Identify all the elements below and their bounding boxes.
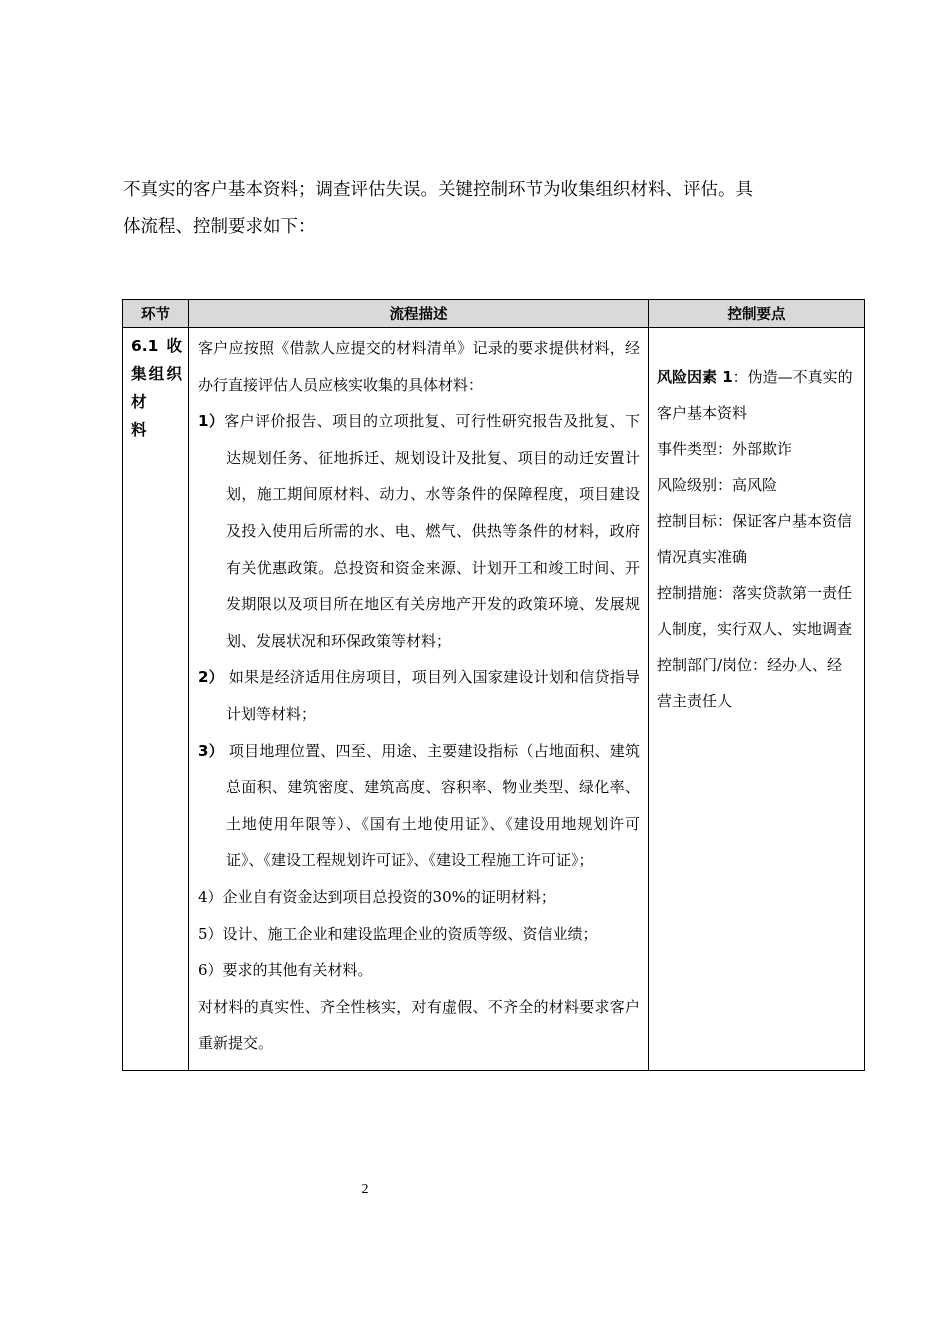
- table-header-row: [123, 300, 865, 328]
- list-item: [198, 879, 640, 916]
- stage-cell: [123, 328, 189, 1071]
- risk-level: 风险级别：高风险: [657, 476, 778, 494]
- item-number: 6）: [198, 961, 223, 980]
- table-row: [123, 328, 865, 1071]
- header-control-points: 控制要点: [649, 300, 865, 328]
- description-closing: 对材料的真实性、齐全性核实，对有虚假、不齐全的材料要求客户重新提交。: [198, 997, 640, 1053]
- intro-line-2: 体流程、控制要求如下：: [123, 217, 316, 237]
- item-number: 3）: [198, 741, 224, 760]
- header-description: 流程描述: [189, 300, 649, 328]
- item-text: 要求的其他有关材料。: [222, 961, 373, 980]
- stage-label: 6.1 收集组织材: [131, 337, 182, 411]
- control-department: 控制部门/岗位：经办人、经营主责任人: [657, 656, 843, 710]
- control-points-cell: [649, 328, 865, 1071]
- description-intro: 客户应按照《借款人应提交的材料清单》记录的要求提供材料，经办行直接评估人员应核实收集的具体材料：: [198, 339, 640, 394]
- process-control-table: [122, 299, 865, 1071]
- item-text: 如果是经济适用住房项目，项目列入国家建设计划和信贷指导计划等材料；: [223, 668, 640, 723]
- control-target: 控制目标：保证客户基本资信情况真实准确: [657, 512, 853, 566]
- control-measures: 控制措施：落实贷款第一责任人制度，实行双人、实地调查: [657, 584, 853, 638]
- item-number: 4）: [198, 887, 223, 906]
- item-text: 客户评价报告、项目的立项批复、可行性研究报告及批复、下达规划任务、征地拆迁、规划设计及批复、项目的动迁安置计划，施工期间原材料、动力、水等条件的保障程度，项目建设及投入使用后所需的水、电、燃气、供热等条件的材料，政府有关优惠政策。总投资和资金来源、计划开工和竣工时间、开发期限以及项目所在地区有关房地产开发的政策环境、发展规划、发展状况和环保政策等材料；: [224, 412, 640, 650]
- item-text: 项目地理位置、四至、用途、主要建设指标（占地面积、建筑总面积、建筑密度、建筑高度、容积率、物业类型、绿化率、土地使用年限等）、《国有土地使用证》、《建设用地规划许可证》、《建设工程规划许可证》、《建设工程施工许可证》；: [223, 741, 640, 870]
- list-item: [198, 403, 640, 659]
- stage-label-end: 料: [131, 421, 147, 439]
- item-number: 1）: [198, 412, 225, 431]
- list-item: [198, 952, 640, 989]
- item-number: 2）: [198, 668, 224, 687]
- item-number: 5）: [198, 924, 223, 943]
- list-item: [198, 659, 640, 732]
- list-item: [198, 916, 640, 953]
- item-text: 设计、施工企业和建设监理企业的资质等级、资信业绩；: [222, 924, 598, 943]
- intro-paragraph: [123, 172, 838, 246]
- intro-line-1: 不真实的客户基本资料；调查评估失误。关键控制环节为收集组织材料、评估。具: [123, 180, 753, 200]
- description-cell: [189, 328, 649, 1071]
- event-type: 事件类型：外部欺诈: [657, 440, 793, 458]
- risk-factor-text: ：伪造—不真实的客户基本资料: [657, 368, 853, 422]
- risk-factor: [657, 359, 856, 431]
- header-stage: 环节: [123, 300, 189, 328]
- page-number: 2: [361, 1182, 369, 1197]
- list-item: [198, 733, 640, 879]
- item-text: 企业自有资金达到项目总投资的30%的证明材料；: [222, 887, 556, 906]
- risk-factor-label: 风险因素 1: [657, 368, 733, 386]
